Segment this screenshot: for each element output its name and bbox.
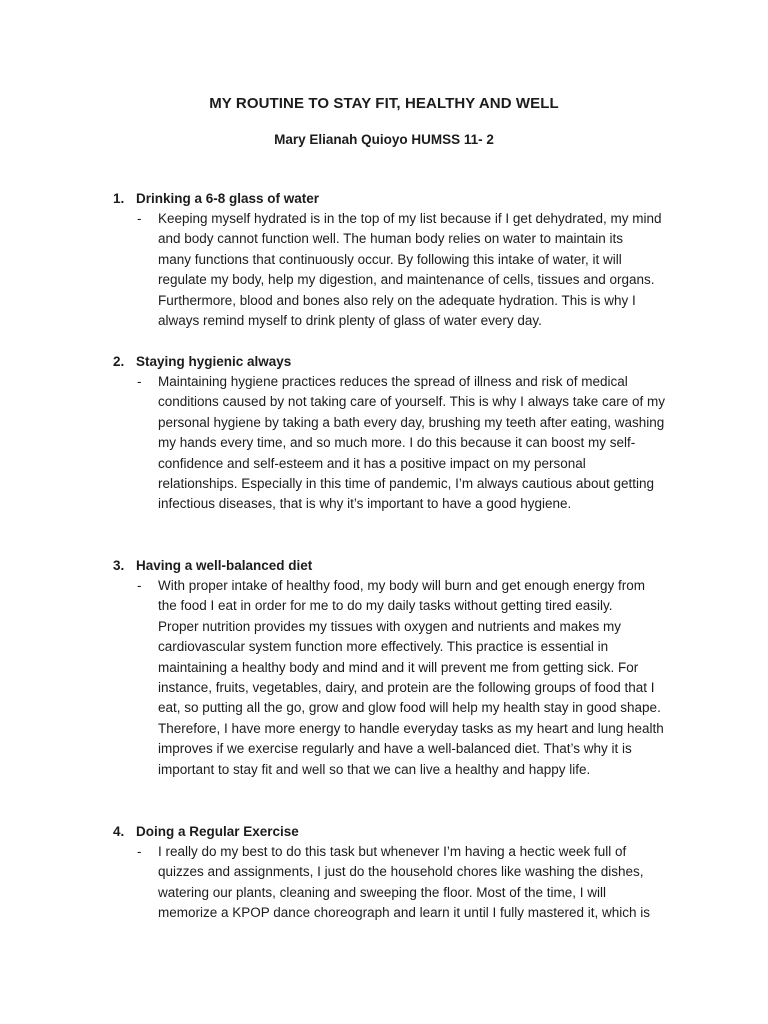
section-heading-text: Having a well-balanced diet [136,558,313,573]
text-line: With proper intake of healthy food, my body will burn and get enough energy from [158,578,646,593]
bullet-text [158,209,698,331]
bullet-dash: - [137,844,142,859]
text-line: the food I eat in order for me to do my daily tasks without getting tired easily. [158,598,613,614]
text-line: memorize a KPOP dance choreograph and learn it until I fully mastered it, which is [158,905,650,921]
bullet-dash: - [137,374,142,389]
bullet-item [113,209,693,331]
bullet-text [158,842,698,924]
text-line: many functions that continuously occur. By following this intake of water, it will [158,251,622,267]
text-line: instance, fruits, vegetables, dairy, and protein are the following groups of food that I [158,680,655,696]
section-number: 4. [113,824,125,839]
text-line: infectious diseases, that is why it’s important to have a good hygiene. [158,496,572,512]
text-line: watering our plants, cleaning and sweeping the floor. Most of the time, I will [158,884,606,900]
bullet-item [113,576,693,780]
document-title: MY ROUTINE TO STAY FIT, HEALTHY AND WELL [209,95,559,112]
section-2 [113,352,693,515]
text-line: quizzes and assignments, I just do the household chores like washing the dishes, [158,864,644,880]
text-line: important to stay fit and well so that we can live a healthy and happy life. [158,761,591,777]
section-4 [113,822,693,924]
text-line: regulate my body, help my digestion, and maintenance of cells, tissues and organs. [158,272,655,288]
text-line: improves if we exercise regularly and have a well-balanced diet. That’s why it is [158,741,632,757]
bullet-item [113,372,693,515]
section-1 [113,189,693,331]
text-line: my hands every time, and so much more. I do this because it can boost my self- [158,435,636,451]
text-line: cardiovascular system function more effectively. This practice is essential in [158,639,609,655]
bullet-dash: - [137,578,142,593]
bullet-text [158,576,698,780]
text-line: and body cannot function well. The human body relies on water to maintain its [158,231,624,247]
text-line: confidence and self-esteem and it has a positive impact on my personal [158,455,586,471]
bullet-text [158,372,698,515]
section-heading-text: Doing a Regular Exercise [136,824,299,839]
text-line: I really do my best to do this task but whenever I’m having a hectic week full of [158,844,627,859]
section-heading [113,556,693,576]
text-line: Therefore, I have more energy to handle everyday tasks as my heart and lung health [158,720,664,736]
bullet-dash: - [137,211,142,226]
section-number: 2. [113,354,125,369]
section-heading [113,189,693,209]
section-3 [113,556,693,780]
section-heading-text: Drinking a 6-8 glass of water [136,191,320,206]
section-heading-text: Staying hygienic always [136,354,292,369]
bullet-item [113,842,693,924]
section-heading [113,352,693,372]
text-line: personal hygiene by taking a bath every day, brushing my teeth after eating, washing [158,414,665,430]
section-heading [113,822,693,842]
text-line: relationships. Especially in this time of pandemic, I’m always cautious about getting [158,476,654,492]
document-author: Mary Elianah Quioyo HUMSS 11- 2 [274,132,494,147]
section-number: 1. [113,191,125,206]
section-number: 3. [113,558,125,573]
text-line: Proper nutrition provides my tissues with oxygen and nutrients and makes my [158,618,621,634]
text-line: Keeping myself hydrated is in the top of my list because if I get dehydrated, my mind [158,211,662,226]
text-line: always remind myself to drink plenty of glass of water every day. [158,313,542,329]
text-line: maintaining a healthy body and mind and it will prevent me from getting sick. For [158,659,639,675]
text-line: Furthermore, blood and bones also rely on the adequate hydration. This is why I [158,292,636,308]
text-line: Maintaining hygiene practices reduces the spread of illness and risk of medical [158,374,628,389]
text-line: eat, so putting all the go, grow and glow food will help my health stay in good shape. [158,700,661,716]
text-line: conditions caused by not taking care of yourself. This is why I always take care of my [158,394,665,410]
